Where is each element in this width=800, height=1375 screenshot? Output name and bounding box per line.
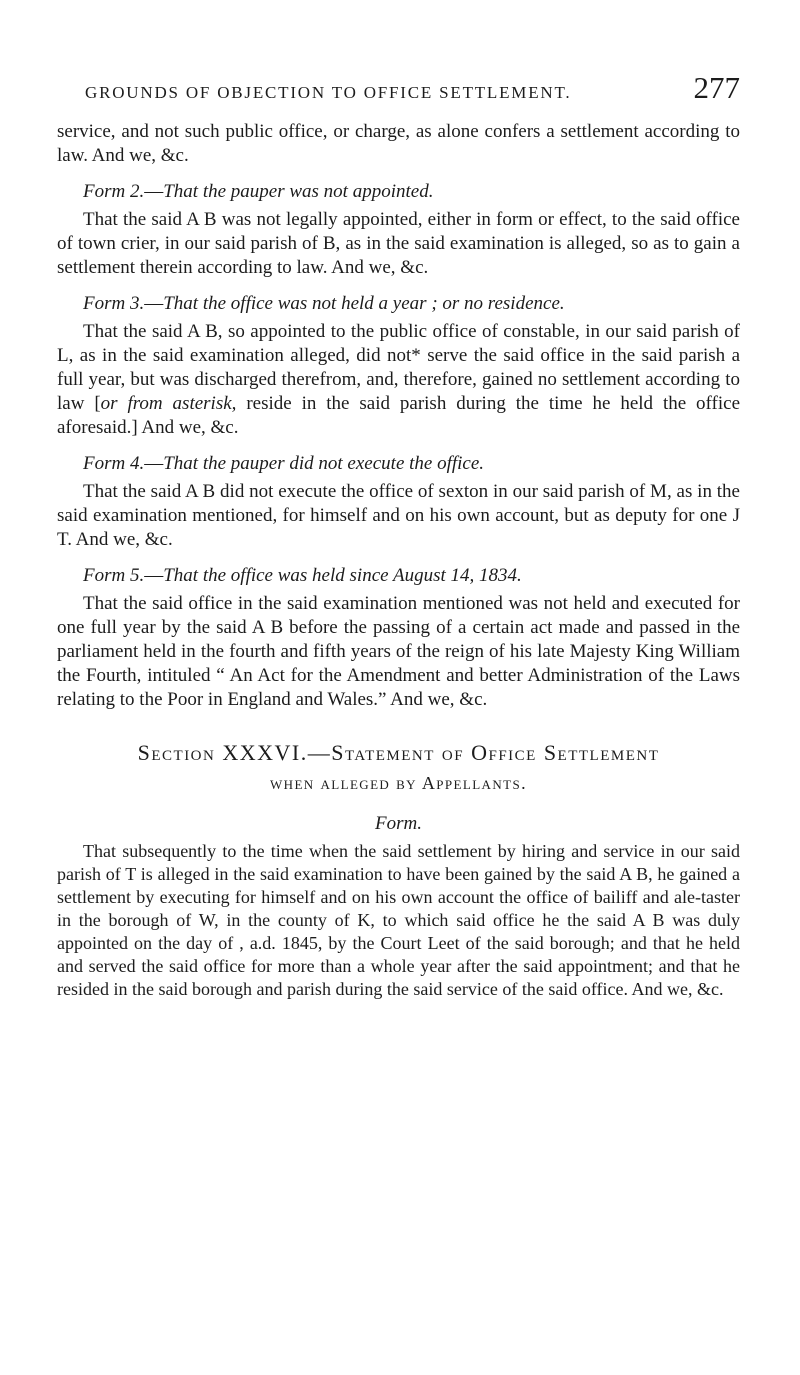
- form-3-label: Form 3.: [83, 293, 145, 314]
- form-2-title: That the pauper was not appointed.: [163, 181, 434, 202]
- form-2-heading: Form 2.—That the pauper was not appointed.: [83, 181, 434, 202]
- form-2-label: Form 2.: [83, 181, 145, 202]
- form-3-body-end: reside in the said parish during the time he held the office aforesaid.] And we, &c.: [57, 393, 741, 438]
- form-3-body-italic: or from asterisk,: [100, 393, 237, 414]
- form-2-body: That the said A B was not legally appointed, either in form or effect, to the said office of town crier, in our said parish of B, as in the said examination is alleged, so as to gain a settlement therein according to law. And we, &c.: [57, 209, 740, 278]
- form-3-body: [57, 320, 740, 440]
- running-title: GROUNDS OF OBJECTION TO OFFICE SETTLEMENT.: [85, 83, 572, 102]
- form-4-heading: Form 4.—That the pauper did not execute the office.: [83, 453, 485, 474]
- running-head: [57, 70, 740, 110]
- opening-paragraph: service, and not such public office, or charge, as alone confers a settlement according to law. And we, &c.: [57, 121, 740, 166]
- section-form-title: Form.: [375, 813, 422, 834]
- form-5-label: Form 5.: [83, 565, 145, 586]
- section-heading-line-2: when alleged by Appellants.: [269, 773, 527, 793]
- form-4-label: Form 4.: [83, 453, 145, 474]
- form-3-body-start: That the said A B, so appointed to the public office of constable, in our said parish of L, as in the said examination alleged, did not* serve the said office in the said parish a full year, but was discharged therefrom, and, therefore, gained no settlement according to law [: [57, 321, 740, 414]
- form-4-title: That the pauper did not execute the office.: [163, 453, 485, 474]
- book-page: [57, 70, 740, 1001]
- section-heading: [57, 738, 740, 798]
- form-3-title: That the office was not held a year ; or no residence.: [163, 293, 565, 314]
- form-4-body: That the said A B did not execute the office of sexton in our said parish of M, as in the said examination mentioned, for himself and on his own account, but as deputy for one J T. And we, &c.: [57, 481, 740, 550]
- page-number: 277: [693, 70, 740, 105]
- form-3-heading: Form 3.—That the office was not held a year ; or no residence.: [83, 293, 565, 314]
- form-5-heading: Form 5.—That the office was held since August 14, 1834.: [83, 565, 522, 586]
- form-5-body: That the said office in the said examination mentioned was not held and executed for one full year by the said A B before the passing of a certain act made and passed in the parliament held in the fourth and fifth years of the reign of his late Majesty King William the Fourth, intituled “ An Act for the Amendment and better Administration of the Laws relating to the Poor in England and Wales.” And we, &c.: [57, 593, 740, 710]
- form-5-title: That the office was held since August 14, 1834.: [163, 565, 522, 586]
- section-body: That subsequently to the time when the said settlement by hiring and service in our said parish of T is alleged in the said examination to have been gained by the said A B, he gained a settlement by executing for himself and on his own account the office of bailiff and ale-taster in the borough of W, in the county of K, to which said office he the said A B was duly appointed on the day of , a.d. 1845, by the Court Leet of the said borough; and that he held and served the said office for more than a whole year after the said appointment; and that he resided in the said borough and parish during the said service of the said office. And we, &c.: [57, 841, 740, 999]
- section-heading-line-1: Section XXXVI.—Statement of Office Settlement: [137, 740, 660, 765]
